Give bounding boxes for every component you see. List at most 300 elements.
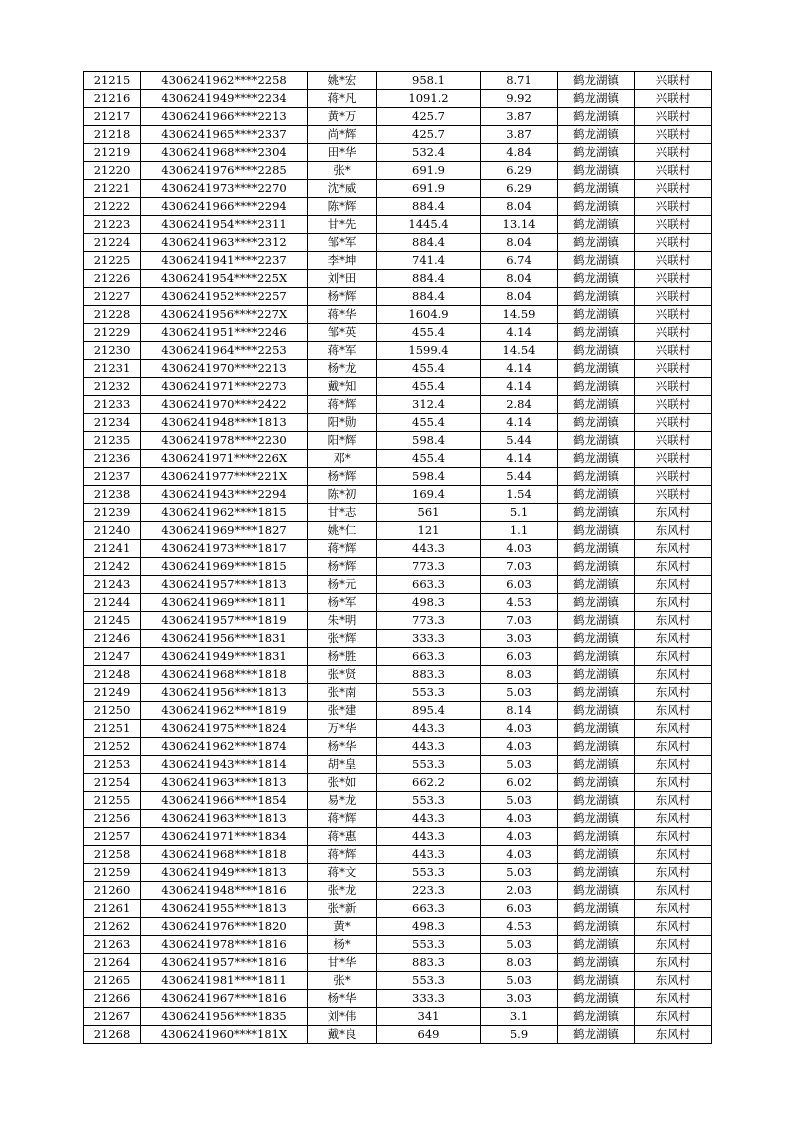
village-cell: 兴联村: [635, 234, 712, 252]
quantity-cell: 7.03: [481, 612, 558, 630]
quantity-cell: 4.14: [481, 414, 558, 432]
serial-number-cell: 21230: [84, 342, 141, 360]
serial-number-cell: 21260: [84, 882, 141, 900]
table-row: [84, 108, 712, 126]
village-cell: 兴联村: [635, 432, 712, 450]
serial-number-cell: 21256: [84, 810, 141, 828]
village-cell: 东风村: [635, 720, 712, 738]
village-cell: 东风村: [635, 864, 712, 882]
quantity-cell: 6.29: [481, 180, 558, 198]
table-row: [84, 720, 712, 738]
serial-number-cell: 21235: [84, 432, 141, 450]
amount-cell: 663.3: [377, 900, 481, 918]
village-cell: 东风村: [635, 576, 712, 594]
quantity-cell: 9.92: [481, 90, 558, 108]
table-row: [84, 792, 712, 810]
village-cell: 东风村: [635, 828, 712, 846]
serial-number-cell: 21231: [84, 360, 141, 378]
town-cell: 鹤龙湖镇: [558, 360, 635, 378]
quantity-cell: 5.03: [481, 792, 558, 810]
amount-cell: 223.3: [377, 882, 481, 900]
town-cell: 鹤龙湖镇: [558, 288, 635, 306]
name-cell: 杨*龙: [308, 360, 377, 378]
table-row: [84, 90, 712, 108]
id-number-cell: 4306241969****1827: [141, 522, 308, 540]
serial-number-cell: 21244: [84, 594, 141, 612]
quantity-cell: 5.03: [481, 684, 558, 702]
amount-cell: 455.4: [377, 324, 481, 342]
name-cell: 李*坤: [308, 252, 377, 270]
id-number-cell: 4306241954****2311: [141, 216, 308, 234]
serial-number-cell: 21229: [84, 324, 141, 342]
id-number-cell: 4306241956****1813: [141, 684, 308, 702]
name-cell: 张*: [308, 972, 377, 990]
table-row: [84, 396, 712, 414]
amount-cell: 691.9: [377, 162, 481, 180]
table-row: [84, 414, 712, 432]
town-cell: 鹤龙湖镇: [558, 144, 635, 162]
id-number-cell: 4306241962****1874: [141, 738, 308, 756]
serial-number-cell: 21246: [84, 630, 141, 648]
table-row: [84, 252, 712, 270]
id-number-cell: 4306241963****2312: [141, 234, 308, 252]
quantity-cell: 4.53: [481, 918, 558, 936]
amount-cell: 884.4: [377, 234, 481, 252]
serial-number-cell: 21228: [84, 306, 141, 324]
village-cell: 兴联村: [635, 288, 712, 306]
serial-number-cell: 21255: [84, 792, 141, 810]
village-cell: 东风村: [635, 792, 712, 810]
table-row: [84, 738, 712, 756]
town-cell: 鹤龙湖镇: [558, 594, 635, 612]
name-cell: 蒋*军: [308, 342, 377, 360]
town-cell: 鹤龙湖镇: [558, 108, 635, 126]
serial-number-cell: 21233: [84, 396, 141, 414]
quantity-cell: 3.03: [481, 630, 558, 648]
town-cell: 鹤龙湖镇: [558, 918, 635, 936]
quantity-cell: 5.44: [481, 432, 558, 450]
name-cell: 张*新: [308, 900, 377, 918]
name-cell: 黄*: [308, 918, 377, 936]
table-row: [84, 774, 712, 792]
name-cell: 张*: [308, 162, 377, 180]
serial-number-cell: 21267: [84, 1008, 141, 1026]
table-row: [84, 162, 712, 180]
town-cell: 鹤龙湖镇: [558, 936, 635, 954]
village-cell: 东风村: [635, 648, 712, 666]
id-number-cell: 4306241956****227X: [141, 306, 308, 324]
id-number-cell: 4306241964****2253: [141, 342, 308, 360]
serial-number-cell: 21226: [84, 270, 141, 288]
village-cell: 兴联村: [635, 144, 712, 162]
amount-cell: 341: [377, 1008, 481, 1026]
table-row: [84, 1026, 712, 1044]
name-cell: 戴*良: [308, 1026, 377, 1044]
name-cell: 朱*明: [308, 612, 377, 630]
town-cell: 鹤龙湖镇: [558, 648, 635, 666]
serial-number-cell: 21236: [84, 450, 141, 468]
town-cell: 鹤龙湖镇: [558, 576, 635, 594]
village-cell: 兴联村: [635, 216, 712, 234]
name-cell: 陈*初: [308, 486, 377, 504]
serial-number-cell: 21261: [84, 900, 141, 918]
table-row: [84, 900, 712, 918]
table-row: [84, 504, 712, 522]
name-cell: 杨*元: [308, 576, 377, 594]
name-cell: 阳*辉: [308, 432, 377, 450]
town-cell: 鹤龙湖镇: [558, 882, 635, 900]
serial-number-cell: 21251: [84, 720, 141, 738]
village-cell: 东风村: [635, 558, 712, 576]
quantity-cell: 4.14: [481, 324, 558, 342]
id-number-cell: 4306241970****2422: [141, 396, 308, 414]
name-cell: 胡*皇: [308, 756, 377, 774]
serial-number-cell: 21215: [84, 72, 141, 90]
serial-number-cell: 21224: [84, 234, 141, 252]
id-number-cell: 4306241971****1834: [141, 828, 308, 846]
quantity-cell: 5.9: [481, 1026, 558, 1044]
table-row: [84, 234, 712, 252]
town-cell: 鹤龙湖镇: [558, 306, 635, 324]
village-cell: 兴联村: [635, 342, 712, 360]
amount-cell: 649: [377, 1026, 481, 1044]
quantity-cell: 5.1: [481, 504, 558, 522]
id-number-cell: 4306241954****225X: [141, 270, 308, 288]
serial-number-cell: 21217: [84, 108, 141, 126]
quantity-cell: 4.84: [481, 144, 558, 162]
town-cell: 鹤龙湖镇: [558, 216, 635, 234]
name-cell: 邓*: [308, 450, 377, 468]
amount-cell: 553.3: [377, 936, 481, 954]
quantity-cell: 4.03: [481, 810, 558, 828]
quantity-cell: 4.53: [481, 594, 558, 612]
quantity-cell: 4.14: [481, 378, 558, 396]
table-row: [84, 684, 712, 702]
amount-cell: 741.4: [377, 252, 481, 270]
table-row: [84, 342, 712, 360]
serial-number-cell: 21258: [84, 846, 141, 864]
serial-number-cell: 21239: [84, 504, 141, 522]
quantity-cell: 6.03: [481, 648, 558, 666]
table-row: [84, 306, 712, 324]
town-cell: 鹤龙湖镇: [558, 846, 635, 864]
name-cell: 张*如: [308, 774, 377, 792]
village-cell: 东风村: [635, 594, 712, 612]
amount-cell: 553.3: [377, 864, 481, 882]
town-cell: 鹤龙湖镇: [558, 450, 635, 468]
amount-cell: 663.3: [377, 576, 481, 594]
amount-cell: 443.3: [377, 540, 481, 558]
town-cell: 鹤龙湖镇: [558, 198, 635, 216]
name-cell: 杨*华: [308, 990, 377, 1008]
amount-cell: 773.3: [377, 558, 481, 576]
village-cell: 兴联村: [635, 324, 712, 342]
name-cell: 张*龙: [308, 882, 377, 900]
name-cell: 易*龙: [308, 792, 377, 810]
village-cell: 东风村: [635, 774, 712, 792]
serial-number-cell: 21245: [84, 612, 141, 630]
quantity-cell: 3.03: [481, 990, 558, 1008]
town-cell: 鹤龙湖镇: [558, 126, 635, 144]
name-cell: 蒋*凡: [308, 90, 377, 108]
amount-cell: 598.4: [377, 432, 481, 450]
amount-cell: 333.3: [377, 630, 481, 648]
village-cell: 兴联村: [635, 468, 712, 486]
serial-number-cell: 21262: [84, 918, 141, 936]
quantity-cell: 5.03: [481, 936, 558, 954]
name-cell: 姚*宏: [308, 72, 377, 90]
quantity-cell: 1.54: [481, 486, 558, 504]
amount-cell: 663.3: [377, 648, 481, 666]
table-row: [84, 144, 712, 162]
serial-number-cell: 21264: [84, 954, 141, 972]
name-cell: 蒋*辉: [308, 810, 377, 828]
table-row: [84, 126, 712, 144]
village-cell: 东风村: [635, 630, 712, 648]
quantity-cell: 4.14: [481, 360, 558, 378]
village-cell: 兴联村: [635, 198, 712, 216]
town-cell: 鹤龙湖镇: [558, 522, 635, 540]
name-cell: 张*贤: [308, 666, 377, 684]
serial-number-cell: 21248: [84, 666, 141, 684]
town-cell: 鹤龙湖镇: [558, 342, 635, 360]
town-cell: 鹤龙湖镇: [558, 810, 635, 828]
id-number-cell: 4306241949****1831: [141, 648, 308, 666]
quantity-cell: 14.59: [481, 306, 558, 324]
id-number-cell: 4306241966****2213: [141, 108, 308, 126]
serial-number-cell: 21238: [84, 486, 141, 504]
quantity-cell: 6.02: [481, 774, 558, 792]
town-cell: 鹤龙湖镇: [558, 414, 635, 432]
serial-number-cell: 21223: [84, 216, 141, 234]
amount-cell: 553.3: [377, 684, 481, 702]
name-cell: 杨*军: [308, 594, 377, 612]
town-cell: 鹤龙湖镇: [558, 666, 635, 684]
id-number-cell: 4306241966****2294: [141, 198, 308, 216]
amount-cell: 455.4: [377, 378, 481, 396]
quantity-cell: 6.29: [481, 162, 558, 180]
name-cell: 张*南: [308, 684, 377, 702]
table-row: [84, 360, 712, 378]
id-number-cell: 4306241968****2304: [141, 144, 308, 162]
id-number-cell: 4306241981****1811: [141, 972, 308, 990]
name-cell: 杨*辉: [308, 468, 377, 486]
id-number-cell: 4306241973****2270: [141, 180, 308, 198]
name-cell: 戴*知: [308, 378, 377, 396]
id-number-cell: 4306241941****2237: [141, 252, 308, 270]
village-cell: 兴联村: [635, 270, 712, 288]
id-number-cell: 4306241963****1813: [141, 810, 308, 828]
table-row: [84, 936, 712, 954]
town-cell: 鹤龙湖镇: [558, 702, 635, 720]
amount-cell: 443.3: [377, 720, 481, 738]
town-cell: 鹤龙湖镇: [558, 684, 635, 702]
name-cell: 蒋*文: [308, 864, 377, 882]
town-cell: 鹤龙湖镇: [558, 612, 635, 630]
quantity-cell: 8.04: [481, 198, 558, 216]
town-cell: 鹤龙湖镇: [558, 630, 635, 648]
amount-cell: 895.4: [377, 702, 481, 720]
amount-cell: 443.3: [377, 810, 481, 828]
quantity-cell: 8.04: [481, 234, 558, 252]
name-cell: 尚*辉: [308, 126, 377, 144]
town-cell: 鹤龙湖镇: [558, 756, 635, 774]
village-cell: 东风村: [635, 846, 712, 864]
id-number-cell: 4306241969****1815: [141, 558, 308, 576]
village-cell: 东风村: [635, 1008, 712, 1026]
serial-number-cell: 21268: [84, 1026, 141, 1044]
name-cell: 刘*田: [308, 270, 377, 288]
town-cell: 鹤龙湖镇: [558, 558, 635, 576]
village-cell: 兴联村: [635, 486, 712, 504]
town-cell: 鹤龙湖镇: [558, 486, 635, 504]
amount-cell: 553.3: [377, 972, 481, 990]
id-number-cell: 4306241971****2273: [141, 378, 308, 396]
amount-cell: 455.4: [377, 414, 481, 432]
table-row: [84, 72, 712, 90]
name-cell: 黄*万: [308, 108, 377, 126]
amount-cell: 1604.9: [377, 306, 481, 324]
village-cell: 兴联村: [635, 378, 712, 396]
id-number-cell: 4306241976****2285: [141, 162, 308, 180]
amount-cell: 598.4: [377, 468, 481, 486]
town-cell: 鹤龙湖镇: [558, 954, 635, 972]
village-cell: 东风村: [635, 918, 712, 936]
amount-cell: 312.4: [377, 396, 481, 414]
table-row: [84, 378, 712, 396]
table-row: [84, 666, 712, 684]
amount-cell: 883.3: [377, 954, 481, 972]
serial-number-cell: 21237: [84, 468, 141, 486]
table-row: [84, 612, 712, 630]
village-cell: 兴联村: [635, 72, 712, 90]
serial-number-cell: 21243: [84, 576, 141, 594]
table-row: [84, 954, 712, 972]
village-cell: 东风村: [635, 900, 712, 918]
id-number-cell: 4306241975****1824: [141, 720, 308, 738]
town-cell: 鹤龙湖镇: [558, 792, 635, 810]
quantity-cell: 4.03: [481, 738, 558, 756]
quantity-cell: 13.14: [481, 216, 558, 234]
table-row: [84, 990, 712, 1008]
id-number-cell: 4306241971****226X: [141, 450, 308, 468]
table-row: [84, 702, 712, 720]
village-cell: 兴联村: [635, 252, 712, 270]
quantity-cell: 1.1: [481, 522, 558, 540]
table-row: [84, 450, 712, 468]
table-row: [84, 810, 712, 828]
name-cell: 万*华: [308, 720, 377, 738]
serial-number-cell: 21259: [84, 864, 141, 882]
name-cell: 张*建: [308, 702, 377, 720]
town-cell: 鹤龙湖镇: [558, 432, 635, 450]
quantity-cell: 7.03: [481, 558, 558, 576]
town-cell: 鹤龙湖镇: [558, 864, 635, 882]
id-number-cell: 4306241968****1818: [141, 666, 308, 684]
table-row: [84, 180, 712, 198]
serial-number-cell: 21225: [84, 252, 141, 270]
quantity-cell: 6.03: [481, 576, 558, 594]
serial-number-cell: 21249: [84, 684, 141, 702]
table-row: [84, 918, 712, 936]
table-row: [84, 540, 712, 558]
town-cell: 鹤龙湖镇: [558, 774, 635, 792]
id-number-cell: 4306241962****2258: [141, 72, 308, 90]
serial-number-cell: 21219: [84, 144, 141, 162]
table-row: [84, 198, 712, 216]
village-cell: 东风村: [635, 810, 712, 828]
name-cell: 陈*辉: [308, 198, 377, 216]
serial-number-cell: 21252: [84, 738, 141, 756]
town-cell: 鹤龙湖镇: [558, 396, 635, 414]
village-cell: 兴联村: [635, 162, 712, 180]
village-cell: 兴联村: [635, 450, 712, 468]
quantity-cell: 14.54: [481, 342, 558, 360]
village-cell: 东风村: [635, 612, 712, 630]
name-cell: 蒋*华: [308, 306, 377, 324]
amount-cell: 498.3: [377, 918, 481, 936]
village-cell: 东风村: [635, 882, 712, 900]
quantity-cell: 2.03: [481, 882, 558, 900]
town-cell: 鹤龙湖镇: [558, 324, 635, 342]
id-number-cell: 4306241957****1816: [141, 954, 308, 972]
serial-number-cell: 21234: [84, 414, 141, 432]
id-number-cell: 4306241943****2294: [141, 486, 308, 504]
table-row: [84, 270, 712, 288]
id-number-cell: 4306241969****1811: [141, 594, 308, 612]
village-cell: 东风村: [635, 522, 712, 540]
amount-cell: 553.3: [377, 792, 481, 810]
table-row: [84, 882, 712, 900]
amount-cell: 333.3: [377, 990, 481, 1008]
id-number-cell: 4306241968****1818: [141, 846, 308, 864]
amount-cell: 498.3: [377, 594, 481, 612]
town-cell: 鹤龙湖镇: [558, 540, 635, 558]
village-cell: 东风村: [635, 936, 712, 954]
serial-number-cell: 21232: [84, 378, 141, 396]
table-row: [84, 558, 712, 576]
town-cell: 鹤龙湖镇: [558, 1026, 635, 1044]
quantity-cell: 3.1: [481, 1008, 558, 1026]
serial-number-cell: 21265: [84, 972, 141, 990]
amount-cell: 425.7: [377, 126, 481, 144]
serial-number-cell: 21253: [84, 756, 141, 774]
table-row: [84, 630, 712, 648]
id-number-cell: 4306241977****221X: [141, 468, 308, 486]
table-row: [84, 288, 712, 306]
quantity-cell: 5.03: [481, 972, 558, 990]
id-number-cell: 4306241976****1820: [141, 918, 308, 936]
serial-number-cell: 21216: [84, 90, 141, 108]
table-row: [84, 648, 712, 666]
name-cell: 刘*伟: [308, 1008, 377, 1026]
quantity-cell: 8.04: [481, 288, 558, 306]
village-cell: 兴联村: [635, 90, 712, 108]
serial-number-cell: 21263: [84, 936, 141, 954]
table-row: [84, 486, 712, 504]
id-number-cell: 4306241962****1815: [141, 504, 308, 522]
table-row: [84, 216, 712, 234]
amount-cell: 169.4: [377, 486, 481, 504]
amount-cell: 958.1: [377, 72, 481, 90]
id-number-cell: 4306241960****181X: [141, 1026, 308, 1044]
serial-number-cell: 21222: [84, 198, 141, 216]
amount-cell: 443.3: [377, 828, 481, 846]
village-cell: 兴联村: [635, 396, 712, 414]
amount-cell: 884.4: [377, 288, 481, 306]
quantity-cell: 5.03: [481, 864, 558, 882]
village-cell: 兴联村: [635, 360, 712, 378]
